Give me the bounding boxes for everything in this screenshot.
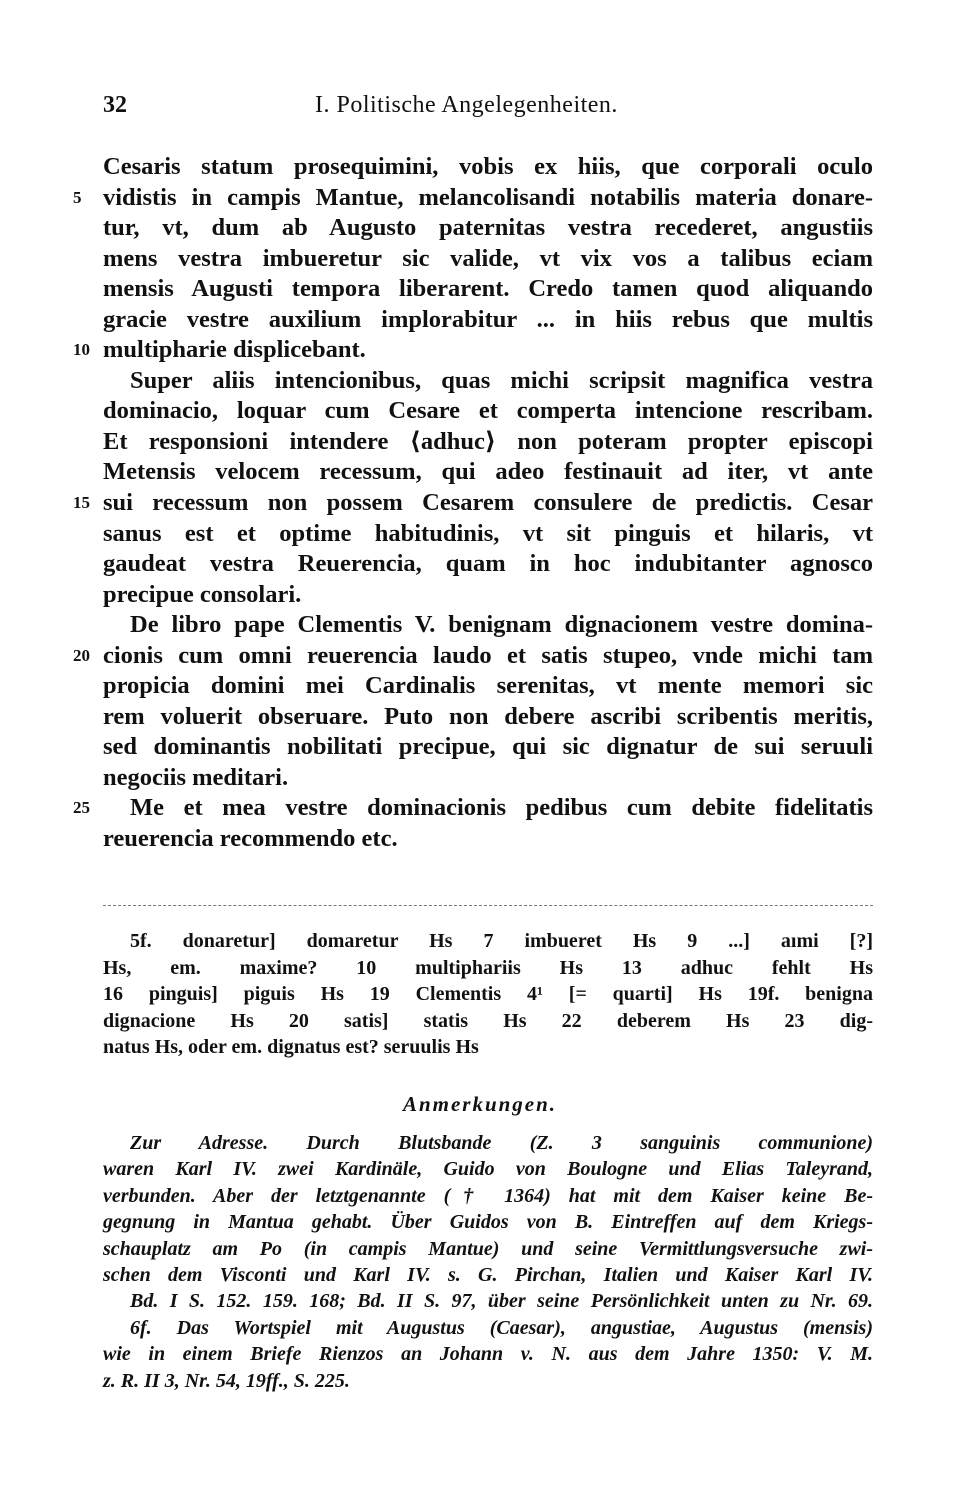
line-text: Me et mea vestre dominacionis pedibus cum debite fidelitatis bbox=[130, 794, 873, 822]
line-text: 16 pinguis] piguis Hs 19 Clementis 4¹ [= quarti] Hs 19f. benigna bbox=[103, 983, 873, 1006]
apparatus-line bbox=[103, 1008, 873, 1035]
critical-apparatus bbox=[103, 928, 873, 1061]
text-line bbox=[103, 396, 873, 427]
line-text: sui recessum non possem Cesarem consulere de predictis. Cesar bbox=[103, 489, 873, 517]
line-text: Cesaris statum prosequimini, vobis ex hiis, que corporali oculo bbox=[103, 153, 873, 180]
line-text: Hs, em. maxime? 10 multiphariis Hs 13 adhuc fehlt Hs bbox=[103, 956, 873, 979]
line-text: sed dominantis nobilitati precipue, qui sic dignatur de sui seruuli bbox=[103, 733, 873, 761]
line-text: 6f. Das Wortspiel mit Augustus (Caesar), angustiae, Augustus (mensis) bbox=[130, 1316, 873, 1339]
text-line bbox=[73, 641, 873, 672]
notes-heading: Anmerkungen. bbox=[402, 1092, 558, 1116]
text-line bbox=[103, 427, 873, 458]
line-text: multipharie displicebant. bbox=[103, 336, 366, 364]
line-text: schauplatz am Po (in campis Mantue) und seine Vermittlungsversuche zwi- bbox=[103, 1237, 873, 1260]
text-line bbox=[103, 549, 873, 580]
line-text: gaudeat vestra Reuerencia, quam in hoc indubitanter agnosco bbox=[103, 550, 873, 578]
line-text: negociis meditari. bbox=[103, 763, 289, 791]
note-line bbox=[103, 1156, 873, 1182]
line-text: reuerencia recommendo etc. bbox=[103, 825, 398, 853]
line-text: dominacio, loquar cum Cesare et comperta intencione rescribam. bbox=[103, 397, 873, 425]
text-line bbox=[103, 702, 873, 733]
line-text: Zur Adresse. Durch Blutsbande (Z. 3 sanguinis communione) bbox=[130, 1132, 873, 1154]
text-line bbox=[103, 732, 873, 763]
text-line bbox=[103, 457, 873, 488]
line-number: 15 bbox=[73, 493, 90, 513]
note-line bbox=[103, 1262, 873, 1288]
text-line bbox=[73, 183, 873, 214]
text-line bbox=[73, 488, 873, 519]
line-text: propicia domini mei Cardinalis serenitas, vt mente memori sic bbox=[103, 672, 873, 700]
note-line bbox=[103, 1130, 873, 1156]
text-line bbox=[73, 793, 873, 824]
line-text: gracie vestre auxilium implorabitur ... in hiis rebus que multis bbox=[103, 305, 873, 333]
line-number: 20 bbox=[73, 645, 90, 665]
line-text: tur, vt, dum ab Augusto paternitas vestra recederet, angustiis bbox=[103, 214, 873, 242]
line-text: Metensis velocem recessum, qui adeo festinauit ad iter, vt ante bbox=[103, 458, 873, 486]
line-text: sanus est et optime habitudinis, vt sit pinguis et hilaris, vt bbox=[103, 519, 873, 547]
running-title: I. Politische Angelegenheiten. bbox=[315, 92, 618, 118]
line-text: mensis Augusti tempora liberarent. Credo tamen quod aliquando bbox=[103, 275, 873, 303]
line-text: natus Hs, oder em. dignatus est? seruulis Hs bbox=[103, 1036, 479, 1059]
text-line bbox=[73, 335, 873, 366]
apparatus-line bbox=[103, 981, 873, 1008]
text-line bbox=[103, 610, 873, 641]
note-line bbox=[103, 1236, 873, 1262]
text-line bbox=[103, 580, 873, 611]
line-number: 5 bbox=[73, 187, 82, 207]
line-text: waren Karl IV. zwei Kardinäle, Guido von Boulogne und Elias Taleyrand, bbox=[103, 1158, 873, 1181]
text-line bbox=[103, 366, 873, 397]
line-text: verbunden. Aber der letztgenannte († 1364) hat mit dem Kaiser keine Be- bbox=[103, 1184, 873, 1207]
line-text: mens vestra imbueretur sic valide, vt vix vos a talibus eciam bbox=[103, 244, 873, 272]
text-line bbox=[103, 305, 873, 336]
text-line bbox=[103, 213, 873, 244]
page-header bbox=[103, 92, 873, 126]
line-text: 5f. donaretur] domaretur Hs 7 imbueret Hs 9 ...] aımi [?] bbox=[130, 930, 873, 952]
line-text: Bd. I S. 152. 159. 168; Bd. II S. 97, über seine Persönlichkeit unten zu Nr. 69. bbox=[130, 1290, 873, 1313]
annotations bbox=[103, 1130, 873, 1394]
note-line bbox=[103, 1183, 873, 1209]
line-text: z. R. II 3, Nr. 54, 19ff., S. 225. bbox=[103, 1369, 350, 1392]
note-line bbox=[103, 1288, 873, 1314]
note-line bbox=[103, 1341, 873, 1367]
line-text: schen dem Visconti und Karl IV. s. G. Pirchan, Italien und Kaiser Karl IV. bbox=[103, 1263, 873, 1286]
text-line bbox=[103, 824, 873, 855]
apparatus-line bbox=[103, 1034, 873, 1061]
text-line bbox=[103, 244, 873, 275]
note-line bbox=[103, 1315, 873, 1341]
page-number: 32 bbox=[103, 92, 127, 118]
apparatus-line bbox=[103, 955, 873, 982]
apparatus-line bbox=[103, 928, 873, 955]
note-line bbox=[103, 1368, 873, 1394]
line-text: gegnung in Mantua gehabt. Über Guidos von B. Eintreffen auf dem Kriegs- bbox=[103, 1211, 873, 1234]
line-text: wie in einem Briefe Rienzos an Johann v. N. aus dem Jahre 1350: V. M. bbox=[103, 1343, 873, 1366]
line-text: rem voluerit obseruare. Puto non debere ascribi scribentis meritis, bbox=[103, 702, 873, 730]
apparatus-divider bbox=[103, 905, 873, 906]
text-line bbox=[103, 152, 873, 183]
line-text: precipue consolari. bbox=[103, 580, 302, 608]
text-line bbox=[103, 274, 873, 305]
line-text: dignacione Hs 20 satis] statis Hs 22 deberem Hs 23 dig- bbox=[103, 1009, 873, 1032]
main-text bbox=[73, 152, 873, 855]
line-text: Super aliis intencionibus, quas michi scripsit magnifica vestra bbox=[130, 366, 873, 394]
line-text: Et responsioni intendere ⟨adhuc⟩ non poteram propter episcopi bbox=[103, 427, 873, 455]
line-number: 10 bbox=[73, 340, 90, 360]
text-line bbox=[103, 671, 873, 702]
line-number: 25 bbox=[73, 798, 90, 818]
line-text: vidistis in campis Mantue, melancolisandi notabilis materia donare- bbox=[103, 183, 873, 211]
line-text: cionis cum omni reuerencia laudo et satis stupeo, vnde michi tam bbox=[103, 641, 873, 669]
text-line bbox=[103, 519, 873, 550]
note-line bbox=[103, 1209, 873, 1235]
text-line bbox=[103, 763, 873, 794]
line-text: De libro pape Clementis V. benignam dignacionem vestre domina- bbox=[130, 611, 873, 639]
